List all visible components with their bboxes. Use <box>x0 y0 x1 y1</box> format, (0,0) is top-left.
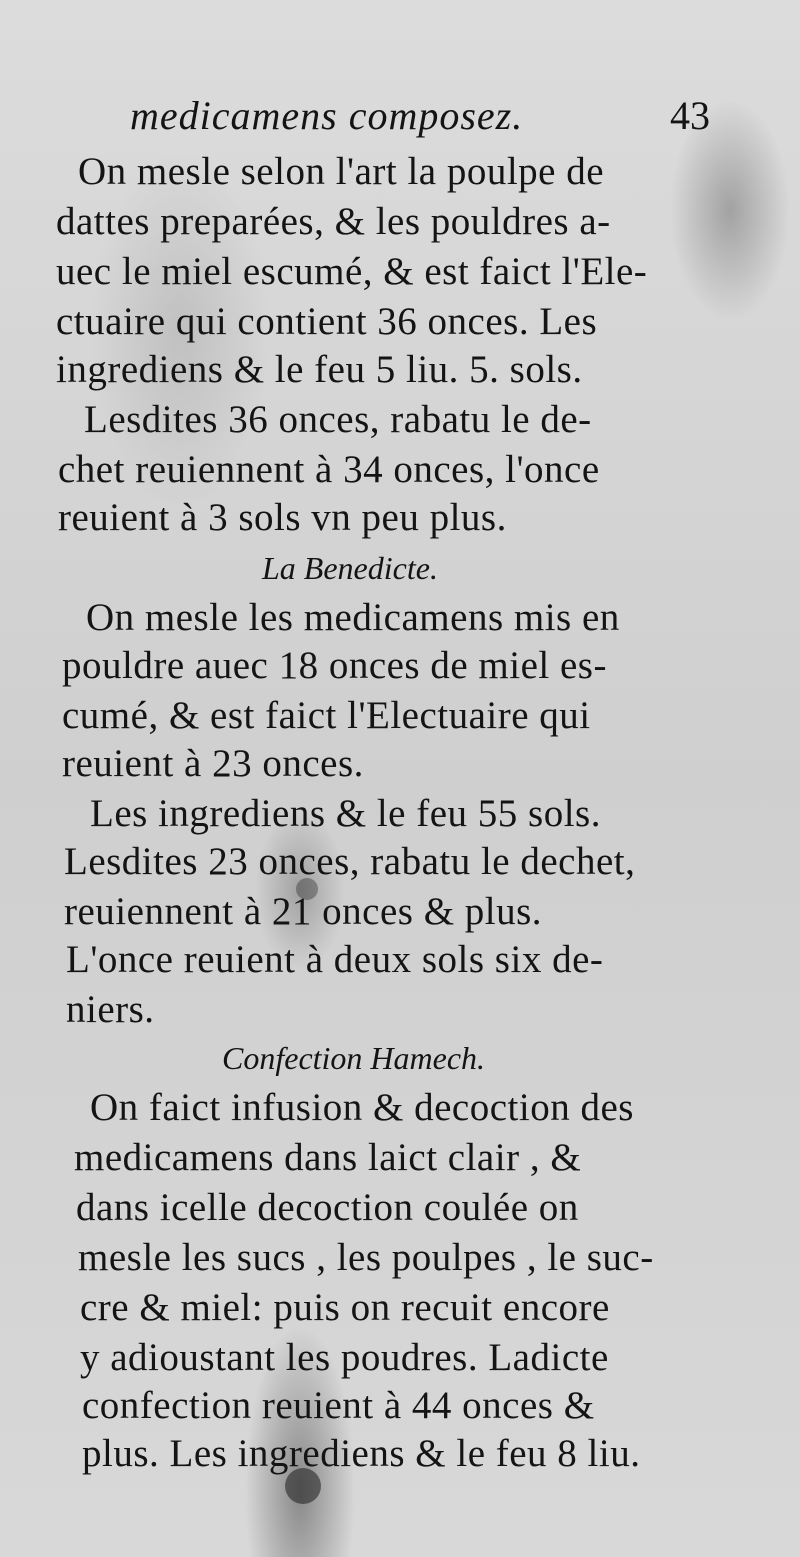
text-line: cre & miel: puis on recuit encore <box>80 1286 610 1329</box>
section-heading: Confection Hamech. <box>222 1040 486 1076</box>
text-line: medicamens dans laict clair , & <box>74 1136 582 1179</box>
text-line: cumé, & est faict l'Electuaire qui <box>62 694 591 737</box>
text-line: reuient à 23 onces. <box>62 742 364 785</box>
running-title: medicamens composez. <box>130 93 524 138</box>
text-line: y adioustant les poudres. Ladicte <box>80 1336 609 1379</box>
section-heading: La Benedicte. <box>262 550 438 586</box>
text-line: dattes preparées, & les pouldres a- <box>56 200 611 243</box>
text-line: plus. Les ingrediens & le feu 8 liu. <box>82 1432 641 1475</box>
text-line: Lesdites 36 onces, rabatu le de- <box>84 398 592 441</box>
text-line: ctuaire qui contient 36 onces. Les <box>56 300 598 343</box>
text-line: dans icelle decoction coulée on <box>76 1186 579 1229</box>
text-line: Lesdites 23 onces, rabatu le dechet, <box>64 840 636 883</box>
text-line: On faict infusion & decoction des <box>90 1086 634 1129</box>
text-line: mesle les sucs , les poulpes , le suc- <box>78 1236 654 1279</box>
text-line: On mesle les medicamens mis en <box>86 596 620 639</box>
text-line: L'once reuient à deux sols six de- <box>66 938 604 981</box>
text-line: On mesle selon l'art la poulpe de <box>78 150 605 193</box>
text-line: niers. <box>66 988 155 1031</box>
text-line: reuient à 3 sols vn peu plus. <box>58 496 507 539</box>
text-line: confection reuient à 44 onces & <box>82 1384 595 1427</box>
text-line: Les ingrediens & le feu 55 sols. <box>90 792 601 835</box>
text-line: reuiennent à 21 onces & plus. <box>64 890 543 933</box>
page-number: 43 <box>670 93 710 138</box>
text-line: pouldre auec 18 onces de miel es- <box>62 644 607 687</box>
text-line: uec le miel escumé, & est faict l'Ele- <box>56 250 648 293</box>
text-line: ingrediens & le feu 5 liu. 5. sols. <box>56 348 583 391</box>
text-line: chet reuiennent à 34 onces, l'once <box>58 448 600 491</box>
running-head <box>130 92 720 142</box>
